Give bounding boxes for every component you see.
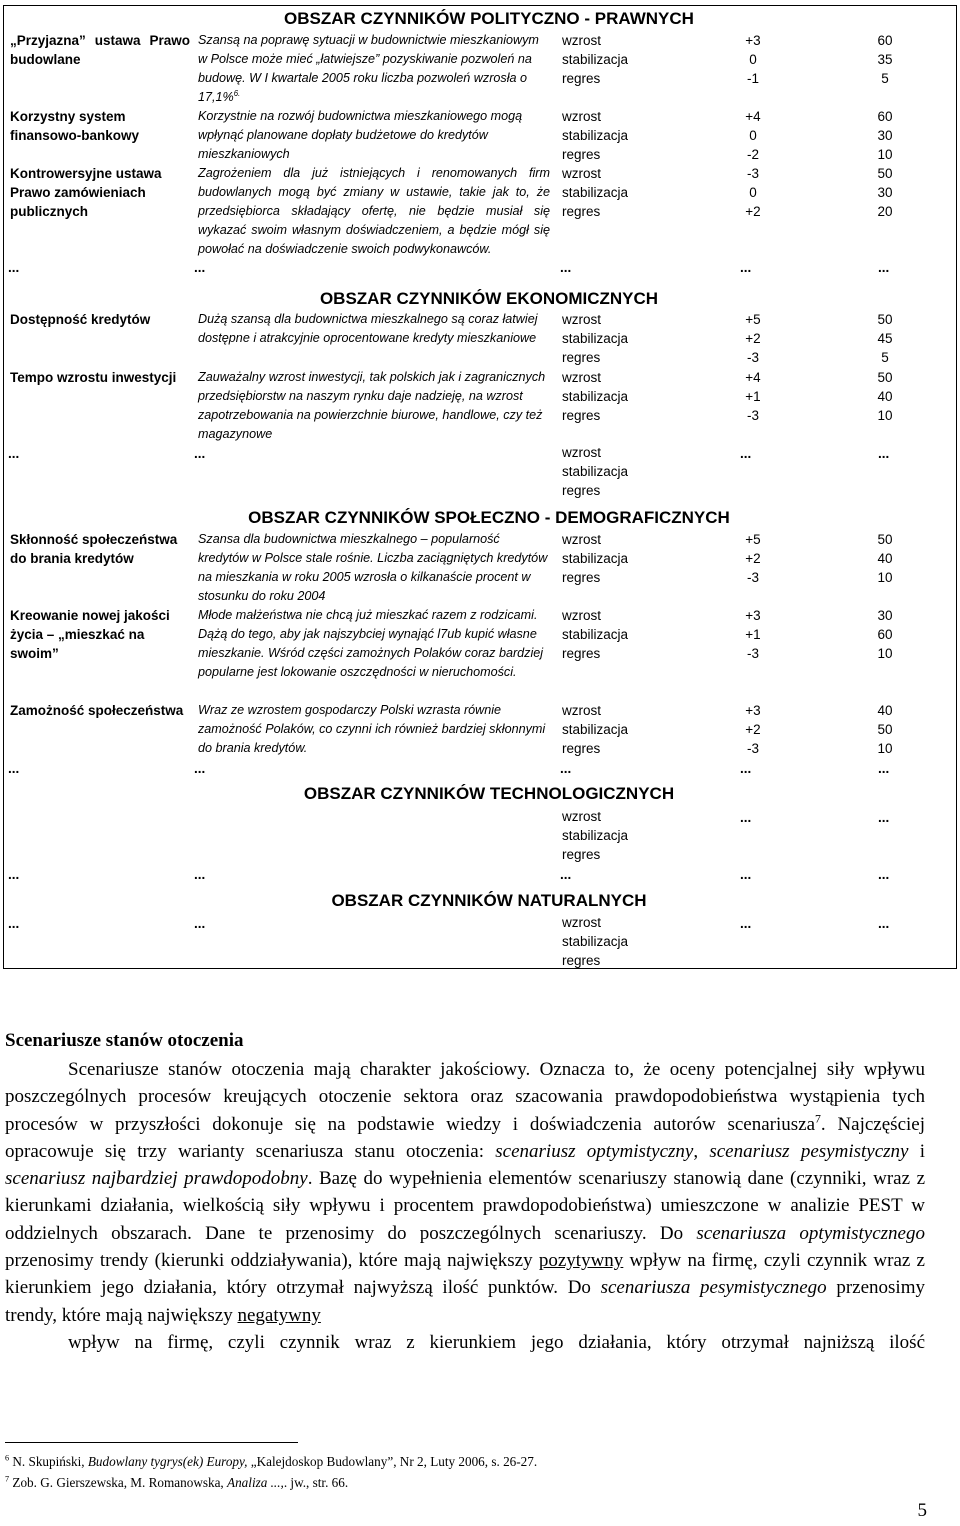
ellipsis: ... bbox=[560, 260, 572, 275]
description-tempo-inwestycji: Zauważalny wzrost inwestycji, tak polskich jak i zagranicznych przedsiębiorstw na naszym rynku daje nadzieję, na wzrost zapotrzebowania na powierzchnie biurowe, handlowe, czy też magazynowe bbox=[198, 370, 546, 441]
strengths: +4 0 -2 bbox=[745, 109, 761, 162]
section-title-natural: OBSZAR CZYNNIKÓW NATURALNYCH bbox=[331, 891, 647, 910]
percents: 50 40 10 bbox=[877, 532, 893, 585]
description-dostepnosc-kredytow: Dużą szansą dla budownictwa mieszkalnego są coraz łatwiej dostępne i atrakcyjnie oprocentowane kredyty mieszkaniowe bbox=[198, 312, 538, 345]
strengths: +3 +2 -3 bbox=[745, 703, 761, 756]
page-number: 5 bbox=[917, 1500, 927, 1521]
ellipsis: ... bbox=[878, 810, 890, 825]
ellipsis: ... bbox=[194, 446, 206, 461]
ellipsis: ... bbox=[740, 916, 752, 931]
directions: wzrost stabilizacja regres bbox=[562, 809, 629, 862]
percents: 60 30 10 bbox=[877, 109, 893, 162]
strengths: +3 0 -1 bbox=[745, 33, 761, 86]
ellipsis: ... bbox=[740, 810, 752, 825]
ellipsis: ... bbox=[740, 867, 752, 882]
description-nowa-jakosc-zycia: Młode małżeństwa nie chcą już mieszkać razem z rodzicami. Dążą do tego, aby jak najszybciej wynająć l7ub kupić własne mieszkanie. Wśród części zamożnych Polaków coraz bardziej popularne jest lokowanie oszczędności w nieruchomości. bbox=[198, 608, 544, 679]
factor-dostepnosc-kredytow: Dostępność kredytów bbox=[10, 312, 151, 327]
ellipsis: ... bbox=[560, 867, 572, 882]
section-title-technological: OBSZAR CZYNNIKÓW TECHNOLOGICZNYCH bbox=[303, 784, 675, 803]
description-prawo-budowlane: Szansą na poprawę sytuacji w budownictwie mieszkaniowym w Polsce może mieć „łatwiejsze” pozyskiwanie pozwoleń na budowę. W I kwartale 2005 roku liczba pozwoleń wzrosła o 17,1%$^{6.}$ bbox=[198, 33, 539, 104]
ellipsis: ... bbox=[8, 761, 20, 776]
ellipsis: ... bbox=[878, 916, 890, 931]
ellipsis: ... bbox=[878, 761, 890, 776]
percents: 40 50 10 bbox=[877, 703, 893, 756]
directions: wzrost stabilizacja regres bbox=[562, 370, 629, 423]
ellipsis: ... bbox=[878, 446, 890, 461]
factor-sklonnosc-kredytow: Skłonność społeczeństwa do brania kredytów bbox=[10, 532, 178, 566]
percents: 50 30 20 bbox=[877, 166, 893, 219]
last-line: wpływ na firmę, czyli czynnik wraz z kierunkiem jego działania, który otrzymał najniższą ilość bbox=[68, 1331, 925, 1353]
description-zamowienia-publiczne: Zagrożeniem dla już istniejących i renomowanych firm budowlanych mogą być zmiany w ustawie, takie jak to, że przedsiębiorca składający ofertę, nie będzie musiał się wykazać swoim własnym doświadczeniem, a będzie mógł się powołać na doświadczenie swoich podwykonawców. bbox=[198, 166, 550, 256]
strengths: -3 0 +2 bbox=[745, 166, 761, 219]
ellipsis: ... bbox=[194, 761, 206, 776]
section-title-social: OBSZAR CZYNNIKÓW SPOŁECZNO - DEMOGRAFICZNYCH bbox=[248, 508, 730, 527]
factor-system-bankowy: Korzystny system finansowo-bankowy bbox=[10, 109, 140, 143]
directions: wzrost stabilizacja regres bbox=[562, 33, 629, 86]
ellipsis: ... bbox=[740, 260, 752, 275]
description-zamoznosc: Wraz ze wzrostem gospodarczy Polski wzrasta równie zamożność Polaków, co czynni ich również bardziej skłonnymi do brania kredytów. bbox=[198, 703, 546, 755]
pest-table bbox=[3, 5, 957, 969]
ellipsis: ... bbox=[878, 867, 890, 882]
ellipsis: ... bbox=[560, 761, 572, 776]
factor-zamoznosc: Zamożność społeczeństwa bbox=[10, 703, 184, 718]
body-paragraph: Scenariusze stanów otoczenia mają charakter jakościowy. Oznacza to, że oceny potencjalnej siły wpływu poszczególnych procesów kreujących otoczenie sektora oraz szacowania prawdopodobieństwa wystąpienia tych procesów w przyszłości dokonuje się na podstawie wiedzy i doświadczenia autorów scenariusza$^7$. Najczęściej opracowuje się trzy warianty scenariusza stanu otoczenia: scenariusz optymistyczny, scenariusz pesymistyczny i scenariusz najbardziej prawdopodobny. Bazę do wypełnienia elementów scenariuszy stanowią dane (czynniki, wraz z kierunkami działania, wielkością siły wpływu i procentem prawdopodobieństwa) umieszczone w analizie PEST w oddzielnych obszarach. Dane te przenosimy do poszczególnych scenariuszy. Do scenariusza optymistycznego przenosimy trendy (kierunki oddziaływania), które mają największy pozytywny wpływ na firmę, czyli czynnik wraz z kierunkiem jego działania, który otrzymał najwyższą ilość punktów. Do scenariusza pesymistycznego przenosimy trendy, które mają największy negatywny wpływ na firmę, czyli czynnik wraz z kierunkiem jego działania, który otrzymał najniższą ilość bbox=[5, 1056, 925, 1356]
ellipsis: ... bbox=[740, 446, 752, 461]
factor-nowa-jakosc-zycia: Kreowanie nowej jakości życia – „mieszkać na swoim” bbox=[10, 608, 170, 661]
section-heading: Scenariusze stanów otoczenia bbox=[5, 1030, 244, 1051]
percents: 60 35 5 bbox=[877, 33, 893, 86]
description-system-bankowy: Korzystnie na rozwój budownictwa mieszkaniowego mogą wpłynąć planowane dopłaty budżetowe do kredytów mieszkaniowych bbox=[198, 109, 523, 161]
percents: 30 60 10 bbox=[877, 608, 893, 661]
strengths: +5 +2 -3 bbox=[745, 532, 761, 585]
factor-prawo-budowlane: „Przyjazna” ustawa Prawo budowlane bbox=[10, 33, 190, 67]
footnote-6: $^6$ N. Skupiński, Budowlany tygrys(ek) Europy, „Kalejdoskop Budowlany”, Nr 2, Luty 2006, s. 26-27. bbox=[5, 1453, 538, 1469]
directions: wzrost stabilizacja regres bbox=[562, 445, 629, 498]
strengths: +5 +2 -3 bbox=[745, 312, 761, 365]
strengths: +3 +1 -3 bbox=[745, 608, 761, 661]
factor-zamowienia-publiczne: Kontrowersyjne ustawa Prawo zamówieniach publicznych bbox=[10, 166, 162, 219]
percents: 50 40 10 bbox=[877, 370, 893, 423]
footnote-7: $^7$ Zob. G. Gierszewska, M. Romanowska, Analiza ...,. jw., str. 66. bbox=[5, 1474, 349, 1490]
ellipsis: ... bbox=[8, 867, 20, 882]
section-title-economic: OBSZAR CZYNNIKÓW EKONOMICZNYCH bbox=[319, 289, 659, 308]
footnote-separator bbox=[5, 1442, 298, 1443]
footnote-ref-7: 7 bbox=[815, 1112, 821, 1126]
directions: wzrost stabilizacja regres bbox=[562, 608, 629, 661]
ellipsis: ... bbox=[8, 260, 20, 275]
ellipsis: ... bbox=[8, 916, 20, 931]
directions: wzrost stabilizacja regres bbox=[562, 915, 629, 968]
percents: 50 45 5 bbox=[877, 312, 893, 365]
footnote-ref-6: 6. bbox=[233, 88, 241, 98]
directions: wzrost stabilizacja regres bbox=[562, 166, 629, 219]
ellipsis: ... bbox=[194, 867, 206, 882]
ellipsis: ... bbox=[194, 916, 206, 931]
directions: wzrost stabilizacja regres bbox=[562, 703, 629, 756]
factor-tempo-inwestycji: Tempo wzrostu inwestycji bbox=[10, 370, 177, 385]
ellipsis: ... bbox=[8, 446, 20, 461]
directions: wzrost stabilizacja regres bbox=[562, 532, 629, 585]
directions: wzrost stabilizacja regres bbox=[562, 109, 629, 162]
strengths: +4 +1 -3 bbox=[745, 370, 761, 423]
ellipsis: ... bbox=[194, 260, 206, 275]
ellipsis: ... bbox=[878, 260, 890, 275]
directions: wzrost stabilizacja regres bbox=[562, 312, 629, 365]
description-sklonnosc-kredytow: Szansa dla budownictwa mieszkalnego – popularność kredytów w Polsce stale rośnie. Liczba zaciągniętych kredytów na mieszkania w roku 2005 wzrosła o kilkanaście procent w stosunku do roku 2004 bbox=[198, 532, 548, 603]
ellipsis: ... bbox=[740, 761, 752, 776]
section-title-political: OBSZAR CZYNNIKÓW POLITYCZNO - PRAWNYCH bbox=[284, 9, 694, 28]
